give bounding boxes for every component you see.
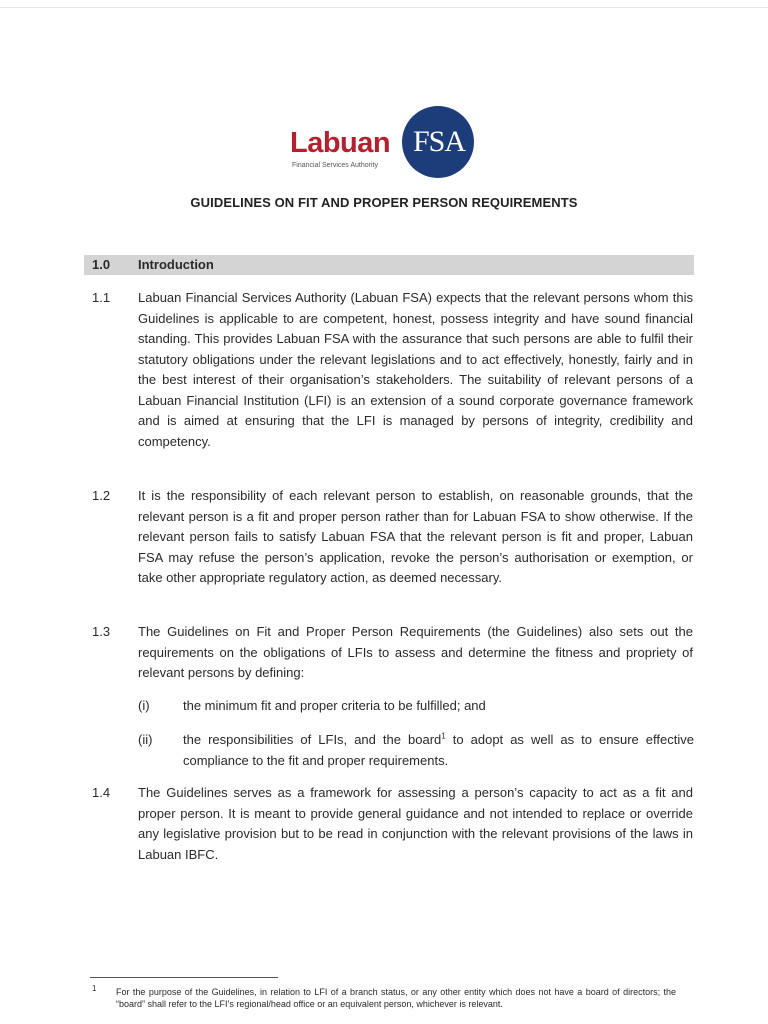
section-heading [84, 255, 694, 275]
logo-mark: FSA [412, 125, 466, 158]
paragraph-number: 1.4 [92, 785, 111, 800]
paragraph-text: It is the responsibility of each relevant person to establish, on reasonable grounds, that the relevant person is a fit and proper person rather than for Labuan FSA to show otherwise. If the relevant person fails to satisfy Labuan FSA that the relevant person is fit and proper, Labuan FSA may refuse the person’s application, revoke the person’s authorisation or exemption, or take other appropriate regulatory action, as deemed necessary. [138, 488, 693, 585]
paragraph-text: Labuan Financial Services Authority (Labuan FSA) expects that the relevant persons whom this Guidelines is applicable to are competent, honest, possess integrity and have sound financial standing. This provides Labuan FSA with the assurance that such persons are able to fulfil their statutory obligations under the relevant legislations and to act effectively, honestly, fairly and in the best interest of their organisation’s stakeholders. The suitability of relevant persons of a Labuan Financial Institution (LFI) is an extension of a sound corporate governance framework and is aimed at ensuring that the LFI is managed by persons of integrity, credibility and competency. [138, 290, 693, 449]
paragraph-number: 1.2 [92, 488, 111, 503]
paragraph-number: 1.3 [92, 624, 111, 639]
list-item-number: (ii) [138, 732, 153, 747]
paragraph-text: The Guidelines on Fit and Proper Person Requirements (the Guidelines) also sets out the requirements on the obligations of LFIs to assess and determine the fitness and propriety of relevant persons by defining: [138, 624, 693, 680]
footnote-text: For the purpose of the Guidelines, in relation to LFI of a branch status, or any other entity which does not have a board of directors; the “board” shall refer to the LFI’s regional/head office or an equivalent person, whichever is relevant. [116, 987, 676, 1009]
footnote-divider [90, 977, 278, 978]
list-item-text [183, 730, 694, 771]
list-item-text-after: to adopt as well as to ensure effective compliance to the fit and proper requirements. [183, 732, 694, 768]
footnote-reference: 1 [441, 731, 446, 741]
paragraph-number: 1.1 [92, 290, 111, 305]
logo-subtitle: Financial Services Authority [292, 162, 378, 169]
section-number: 1.0 [92, 257, 111, 272]
list-item-number: (i) [138, 698, 150, 713]
footnote-number: 1 [92, 984, 97, 993]
list-item-text: the minimum fit and proper criteria to be fulfilled; and [183, 698, 486, 713]
logo-word: Labuan [290, 127, 391, 159]
labuan-fsa-logo [290, 106, 480, 178]
document-title: GUIDELINES ON FIT AND PROPER PERSON REQUIREMENTS [190, 195, 578, 210]
paragraph-text: The Guidelines serves as a framework for assessing a person’s capacity to act as a fit and proper person. It is meant to provide general guidance and not intended to replace or override any legislative provision but to be read in conjunction with the relevant provisions of the laws in Labuan IBFC. [138, 785, 693, 862]
page-top-edge [0, 7, 768, 8]
section-title: Introduction [138, 257, 214, 272]
list-item-text-before: the responsibilities of LFIs, and the board [183, 732, 442, 747]
